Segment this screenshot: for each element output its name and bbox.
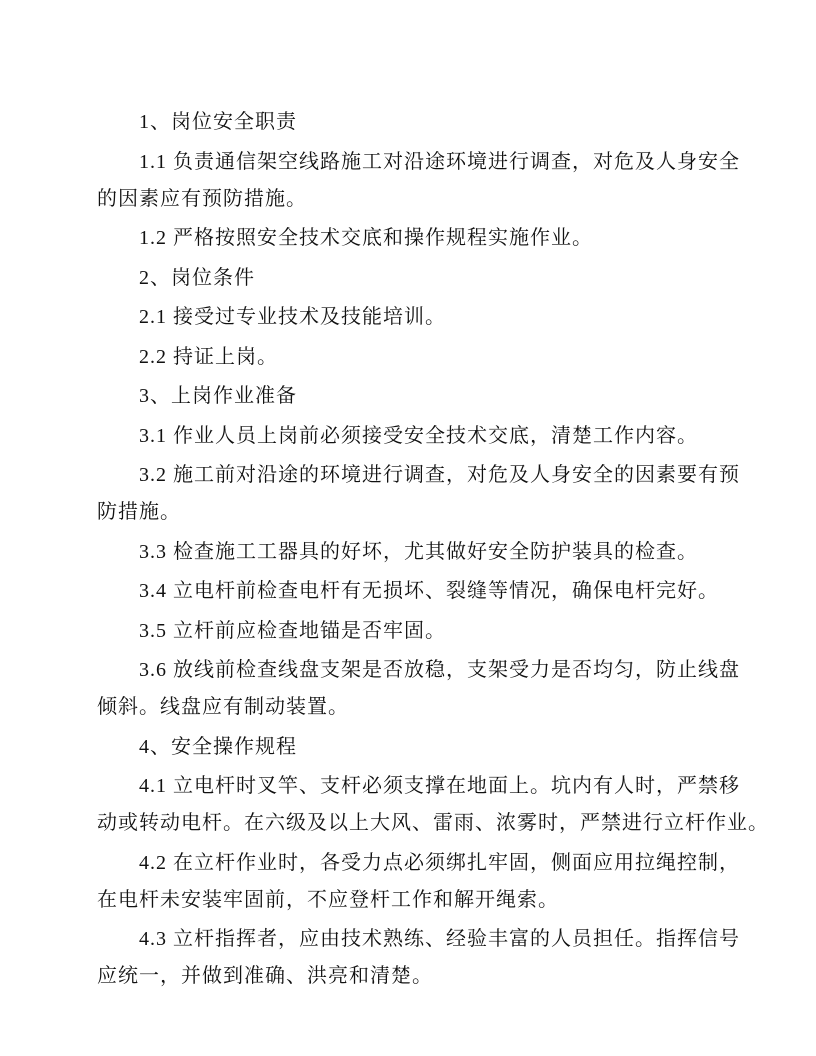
paragraph-line: 4.1 立电杆时叉竿、支杆必须支撑在地面上。坑内有人时，严禁移 xyxy=(139,775,740,797)
paragraph-line: 3.4 立电杆前检查电杆有无损坏、裂缝等情况，确保电杆完好。 xyxy=(139,580,719,602)
paragraph xyxy=(97,613,737,650)
paragraph-line: 4.2 在立杆作业时，各受力点必须绑扎牢固，侧面应用拉绳控制， xyxy=(139,851,740,874)
paragraph-line: 2.2 持证上岗。 xyxy=(139,345,278,368)
paragraph xyxy=(97,845,740,919)
paragraph-line: 3.2 施工前对沿途的环境进行调查，对危及人身安全的因素要有预 xyxy=(139,464,740,486)
paragraph-line: 应统一，并做到准确、洪亮和清楚。 xyxy=(97,965,433,987)
paragraph-line: 3.5 立杆前应检查地锚是否牢固。 xyxy=(139,619,446,642)
document-page xyxy=(97,104,769,998)
paragraph xyxy=(97,260,737,297)
paragraph-line: 4.3 立杆指挥者，应由技术熟练、经验丰富的人员担任。指挥信号 xyxy=(139,928,740,950)
paragraph-line: 1.2 严格按照安全技术交底和操作规程实施作业。 xyxy=(139,227,593,249)
paragraph xyxy=(97,418,737,455)
paragraph xyxy=(97,768,769,842)
paragraph-line: 2、岗位条件 xyxy=(139,266,255,289)
paragraph-line: 1.1 负责通信架空线路施工对沿途环境进行调查，对危及人身安全 xyxy=(139,150,740,173)
paragraph xyxy=(97,104,737,141)
paragraph xyxy=(97,573,737,610)
paragraph-line: 1、岗位安全职责 xyxy=(139,111,297,133)
paragraph-line: 的因素应有预防措施。 xyxy=(97,187,307,210)
paragraph xyxy=(97,220,737,257)
paragraph xyxy=(97,299,737,336)
paragraph-line: 防措施。 xyxy=(97,501,181,523)
paragraph-line: 3.3 检查施工工器具的好坏，尤其做好安全防护装具的检查。 xyxy=(139,540,698,563)
paragraph xyxy=(97,921,740,995)
paragraph-line: 倾斜。线盘应有制动装置。 xyxy=(97,696,349,718)
paragraph xyxy=(97,378,737,415)
paragraph-line: 4、安全操作规程 xyxy=(139,735,297,758)
paragraph xyxy=(97,457,740,531)
paragraph-line: 3.1 作业人员上岗前必须接受安全技术交底，清楚工作内容。 xyxy=(139,424,698,447)
paragraph xyxy=(97,144,740,218)
paragraph-line: 动或转动电杆。在六级及以上大风、雷雨、浓雾时，严禁进行立杆作业。 xyxy=(97,812,769,834)
paragraph-line: 3.6 放线前检查线盘支架是否放稳，支架受力是否均匀，防止线盘 xyxy=(139,659,740,681)
paragraph-line: 在电杆未安装牢固前，不应登杆工作和解开绳索。 xyxy=(97,888,559,911)
paragraph-line: 2.1 接受过专业技术及技能培训。 xyxy=(139,306,446,328)
paragraph-line: 3、上岗作业准备 xyxy=(139,385,297,407)
paragraph xyxy=(97,339,737,376)
paragraph xyxy=(97,729,737,766)
paragraph xyxy=(97,652,740,726)
paragraph xyxy=(97,534,737,571)
